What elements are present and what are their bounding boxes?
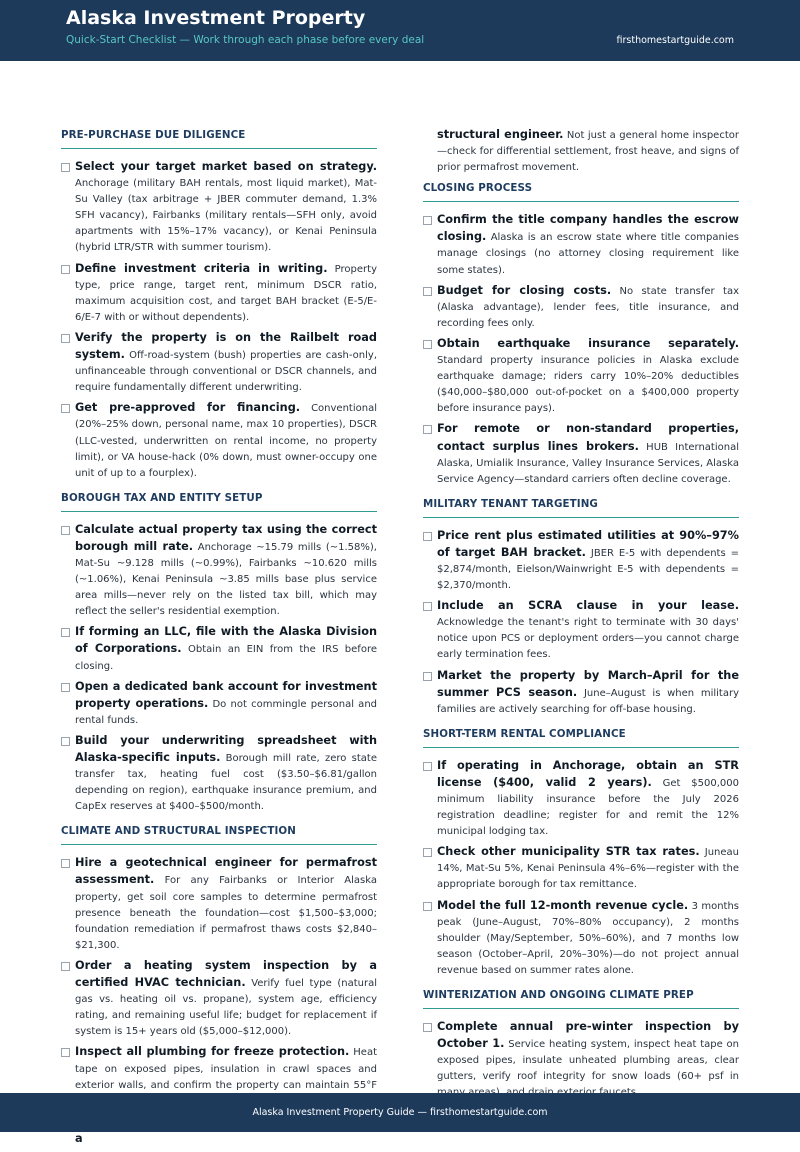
checkbox[interactable] <box>423 340 432 349</box>
section-title: WINTERIZATION AND ONGOING CLIMATE PREP <box>423 989 739 1009</box>
checklist-item: Get pre-approved for financing. Conventional (20%–25% down, personal name, max 10 properties), DSCR (LLC-vested, underwritten on rental income, no property limit), or VA house-hack (0% down, must owner-occupy one unit of up to a fourplex). <box>61 400 377 481</box>
checkbox[interactable] <box>423 287 432 296</box>
checklist-item: Obtain earthquake insurance separately. Standard property insurance policies in Alaska exclude earthquake damage; riders carry 10%–20% deductibles ($40,000–$80,000 out-of-pocket on a $400,000 property before insurance pays). <box>423 336 739 417</box>
checkbox[interactable] <box>423 425 432 434</box>
section-title: CLOSING PROCESS <box>423 182 739 202</box>
checkbox[interactable] <box>61 526 70 535</box>
checklist-item: Inspect all plumbing for freeze protection. Heat tape on exposed pipes, insulation in crawl spaces and exterior walls, and confirm the property can maintain 55°F <box>61 1044 377 1109</box>
checklist-item: Include an SCRA clause in your lease. Acknowledge the tenant's right to terminate with 30 days' notice upon PCS or deployment orders—you cannot charge early termination fees. <box>423 598 739 663</box>
checklist-item: Open a dedicated bank account for investment property operations. Do not commingle personal and rental funds. <box>61 679 377 729</box>
page-title: Alaska Investment Property <box>66 7 366 29</box>
checkbox[interactable] <box>61 737 70 746</box>
checkbox[interactable] <box>423 1023 432 1032</box>
checkbox[interactable] <box>61 683 70 692</box>
section-title: PRE-PURCHASE DUE DILIGENCE <box>61 129 377 149</box>
checkbox[interactable] <box>423 762 432 771</box>
page-header <box>0 0 800 61</box>
section-pre-purchase <box>61 129 377 482</box>
checklist-item: Build your underwriting spreadsheet with Alaska-specific inputs. Borough mill rate, zero state transfer tax, heating fuel cost ($3.50–$6.81/gallon depending on region), earthquake insurance premium, and CapEx reserves at $400–$500/month. <box>61 733 377 815</box>
checkbox[interactable] <box>61 163 70 172</box>
checklist-item: Price rent plus estimated utilities at 90%–97% of target BAH bracket. JBER E-5 with dependents = $2,874/month, Eielson/Wainwright E-5 with dependents = $2,370/month. <box>423 528 739 594</box>
section-title: CLIMATE AND STRUCTURAL INSPECTION <box>61 825 377 845</box>
checklist-item: Complete annual pre-winter inspection by October 1. Service heating system, inspect heat tape on exposed pipes, insulate unheated plumbing areas, clear gutters, verify roof integrity for snow loads (60+ psf in <box>423 1019 739 1101</box>
right-column <box>423 127 739 1106</box>
checkbox[interactable] <box>423 848 432 857</box>
checklist-item: Select your target market based on strategy. Anchorage (military BAH rentals, most liquid market), Mat-Su Valley (tax arbitrage + JBER commuter demand, 1.3% SFH vacancy), Fairbanks (military rentals—SFH only, avoid apartments with 15%–17% vacancy), or Kenai Peninsula (hybrid LTR/STR with summer tourism). <box>61 159 377 257</box>
footer-text: Alaska Investment Property Guide — firsthomestartguide.com <box>252 1107 548 1118</box>
checklist-item: Calculate actual property tax using the correct borough mill rate. Anchorage ~15.79 mills (~1.58%), Mat-Su ~9.128 mills (~0.99%), Fairbanks ~10.620 mills (~1.06%), Kenai Peninsula ~3.85 mills base plus service area mills—never rely on the listed tax bill, which may reflect the seller's residential exemption. <box>61 522 377 621</box>
checklist-item: If forming an LLC, file with the Alaska Division of Corporations. Obtain an EIN from the IRS before closing. <box>61 624 377 674</box>
left-column <box>61 125 377 1152</box>
checklist-item: Hire a geotechnical engineer for permafrost assessment. For any Fairbanks or Interior Alaska property, get soil core samples to determine permafrost presence beneath the foundation—cost $1,500–$3,000; foundation remediation if permafrost thaws costs $2,840–$21,300. <box>61 855 377 954</box>
checkbox[interactable] <box>61 265 70 274</box>
checkbox[interactable] <box>423 902 432 911</box>
section-borough <box>61 492 377 816</box>
checklist-item: Market the property by March–April for the summer PCS season. June–August is when military families are actively searching for off-base housing. <box>423 668 739 718</box>
checkbox[interactable] <box>423 532 432 541</box>
section-military <box>423 498 739 718</box>
checkbox[interactable] <box>61 962 70 971</box>
checkbox[interactable] <box>61 1048 70 1057</box>
checkbox[interactable] <box>61 334 70 343</box>
checklist-item: Order a heating system inspection by a certified HVAC technician. Verify fuel type (natural gas vs. heating oil vs. propane), system age, efficiency rating, and remaining useful life; budget for replacement if system is 15+ years old ($5,000–$12,000). <box>61 958 377 1040</box>
checklist-item: If operating in Anchorage, obtain an STR license ($400, valid 2 years). Get $500,000 minimum liability insurance before the July 2026 registration deadline; register for and remit the 12% municipal lodging tax. <box>423 758 739 840</box>
checklist-item: For remote or non-standard properties, contact surplus lines brokers. HUB International Alaska, Umialik Insurance, Valley Insurance Services, Alaska Service Agency—standard carriers often decline coverage. <box>423 421 739 487</box>
page-footer <box>0 1093 800 1132</box>
page-subtitle: Quick-Start Checklist — Work through each phase before every deal <box>66 34 425 46</box>
checkbox[interactable] <box>423 602 432 611</box>
checkbox[interactable] <box>61 628 70 637</box>
checkbox[interactable] <box>61 404 70 413</box>
checklist-item: Model the full 12-month revenue cycle. 3 months peak (June–August, 70%–80% occupancy), 2 months shoulder (May/September, 50%–60%), and 7 months low season (October–April, 20%–30%)—do not project annual revenue based on summer rates alone. <box>423 898 739 979</box>
checkbox[interactable] <box>61 859 70 868</box>
checkbox[interactable] <box>423 672 432 681</box>
checklist-item: Check other municipality STR tax rates. Juneau 14%, Mat-Su 5%, Kenai Peninsula 4%–6%—register with the appropriate borough for tax remittance. <box>423 844 739 893</box>
checklist-item: Budget for closing costs. No state transfer tax (Alaska advantage), lender fees, title insurance, and recording fees only. <box>423 283 739 332</box>
checklist-item: a <box>61 1114 377 1148</box>
section-closing <box>423 182 739 488</box>
checklist-item-continued: structural engineer. Not just a general home inspector—check for differential settlement, frost heave, and signs of prior permafrost movement. <box>437 128 739 174</box>
checklist-item: Define investment criteria in writing. Property type, price range, target rent, minimum DSCR ratio, maximum acquisition cost, and target BAH bracket (E-5/E-6/E-7 with or without dependents). <box>61 261 377 326</box>
section-winter <box>423 989 739 1101</box>
section-str <box>423 728 739 979</box>
checklist-item: Confirm the title company handles the escrow closing. Alaska is an escrow state where title companies manage closings (no attorney closing requirement like some states). <box>423 212 739 278</box>
header-url: firsthomestartguide.com <box>616 35 734 46</box>
section-title: SHORT-TERM RENTAL COMPLIANCE <box>423 728 739 748</box>
checklist-item: Verify the property is on the Railbelt road system. Off-road-system (bush) properties are cash-only, unfinanceable through conventional or DSCR channels, and require fundamentally different underwriting. <box>61 330 377 396</box>
section-title: BOROUGH TAX AND ENTITY SETUP <box>61 492 377 512</box>
section-title: MILITARY TENANT TARGETING <box>423 498 739 518</box>
checkbox[interactable] <box>423 216 432 225</box>
